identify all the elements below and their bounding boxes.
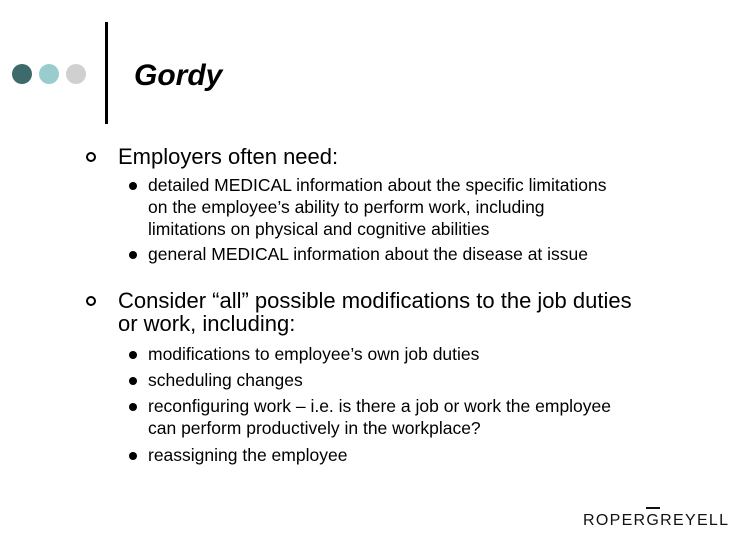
- text-line: modifications to employee’s own job duties: [148, 344, 480, 364]
- text-line: Consider “all” possible modifications to the job duties: [118, 288, 632, 313]
- bullet-2-sub-4: [148, 444, 347, 466]
- text-line: general MEDICAL information about the disease at issue: [148, 244, 589, 264]
- roper-greyell-logo: [583, 512, 729, 530]
- sub-bullet-icon: [129, 251, 137, 259]
- text-line: on the employee’s ability to perform work, including: [148, 197, 545, 217]
- sub-bullet-icon: [129, 351, 137, 359]
- decorative-dots: [12, 64, 92, 84]
- sub-bullet-icon: [129, 377, 137, 385]
- logo-text-roper: ROPER: [583, 512, 647, 529]
- text-line: limitations on physical and cognitive abilities: [148, 219, 490, 239]
- title-divider: [105, 22, 108, 124]
- bullet-1-sub-2: [148, 243, 588, 265]
- gray-dot: [66, 64, 86, 84]
- light-teal-dot: [39, 64, 59, 84]
- slide-title: Gordy: [134, 59, 223, 92]
- dark-teal-dot: [12, 64, 32, 84]
- text-line: scheduling changes: [148, 370, 303, 390]
- text-line: can perform productively in the workplace?: [148, 418, 481, 438]
- text-line: reassigning the employee: [148, 445, 348, 465]
- bullet-2-text: [118, 289, 632, 335]
- bullet-1-sub-1: [148, 174, 606, 240]
- sub-bullet-icon: [129, 403, 137, 411]
- text-line: or work, including:: [118, 311, 296, 336]
- bullet-2-sub-3: [148, 395, 611, 439]
- main-bullet-icon: [86, 296, 96, 306]
- logo-text-reyell: REYELL: [660, 512, 729, 529]
- main-bullet-icon: [86, 152, 96, 162]
- text-line: reconfiguring work – i.e. is there a job or work the employee: [148, 396, 612, 416]
- logo-text-g-overline: G: [646, 512, 661, 529]
- bullet-2-sub-2: [148, 369, 303, 391]
- text-line: detailed MEDICAL information about the specific limitations: [148, 175, 607, 195]
- sub-bullet-icon: [129, 452, 137, 460]
- bullet-2-sub-1: [148, 343, 479, 365]
- sub-bullet-icon: [129, 182, 137, 190]
- bullet-1-text: Employers often need:: [118, 144, 339, 169]
